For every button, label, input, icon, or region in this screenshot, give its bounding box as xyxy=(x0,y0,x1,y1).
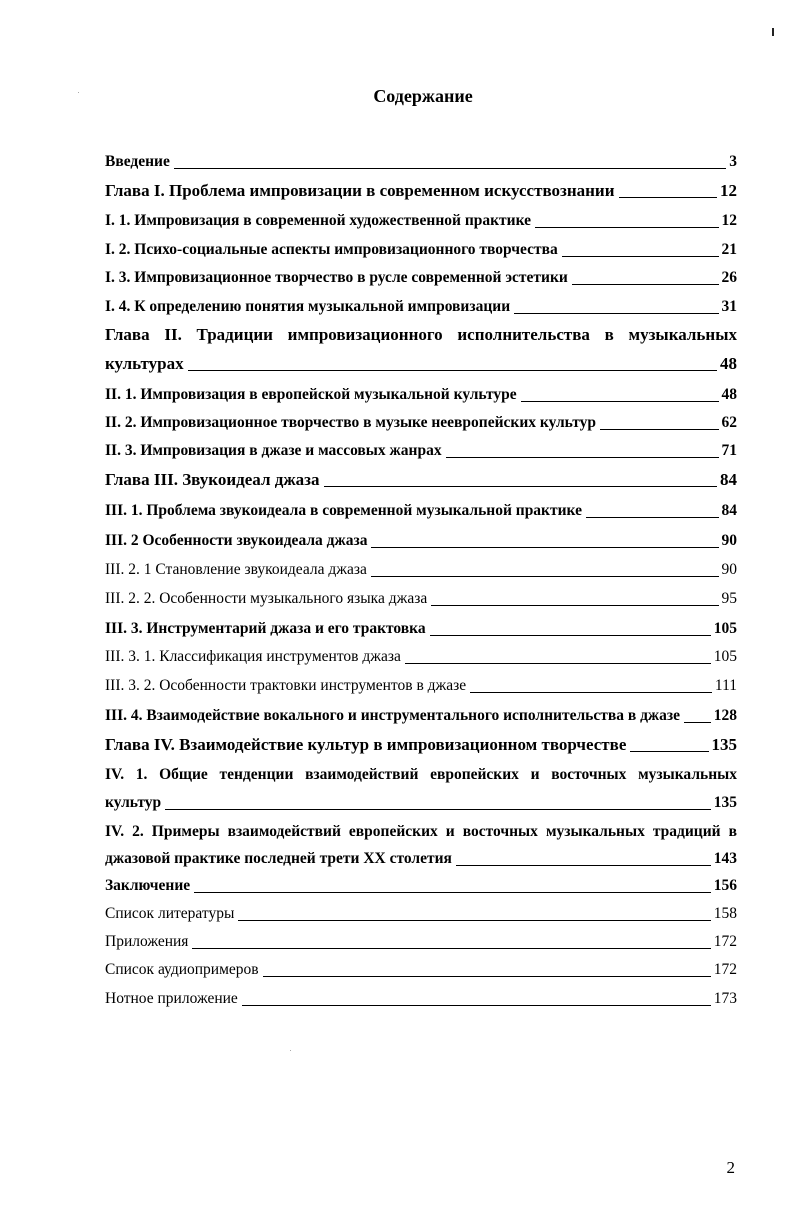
toc-entry xyxy=(105,932,737,952)
toc-entry xyxy=(105,354,737,374)
toc-entry xyxy=(105,849,737,869)
toc-entry-page: 173 xyxy=(713,990,737,1007)
toc-entry xyxy=(105,181,737,201)
toc-entry-page: 105 xyxy=(713,620,737,637)
toc-entry-label: II. 1. Импровизация в европейской музыкальной культуре xyxy=(105,386,517,403)
toc-entry-label: IV. 2. Примеры взаимодействий европейских и восточных музыкальных традиций в xyxy=(105,823,737,840)
toc-entry-label: Глава IV. Взаимодействие культур в импровизационном творчестве xyxy=(105,735,627,754)
toc-entry-label: III. 2. 2. Особенности музыкального языка джаза xyxy=(105,590,428,607)
toc-entry-label: III. 3. 1. Классификация инструментов джаза xyxy=(105,648,401,665)
toc-leader-line xyxy=(586,517,719,518)
toc-leader-line xyxy=(535,227,718,228)
toc-entry-label: Заключение xyxy=(105,877,191,894)
toc-entry-page: 84 xyxy=(721,502,737,519)
toc-entry-label: Список литературы xyxy=(105,905,235,922)
toc-leader-line xyxy=(188,370,717,371)
toc-leader-line xyxy=(405,663,711,664)
toc-entry xyxy=(105,531,737,551)
toc-entry xyxy=(105,904,737,924)
toc-entry-page: 71 xyxy=(721,442,737,459)
toc-entry xyxy=(105,560,737,580)
toc-entry-page: 128 xyxy=(713,707,737,724)
toc-entry-label: II. 2. Импровизационное творчество в музыке неевропейских культур xyxy=(105,414,597,431)
toc-entry-label: джазовой практике последней трети XX столетия xyxy=(105,850,452,867)
toc-leader-line xyxy=(324,486,718,487)
toc-entry-page: 3 xyxy=(729,153,737,170)
toc-entry-label: III. 1. Проблема звукоидеала в современной музыкальной практике xyxy=(105,502,582,519)
toc-entry-page: 12 xyxy=(720,181,737,200)
toc-entry xyxy=(105,470,737,490)
toc-entry xyxy=(105,676,737,696)
toc-entry xyxy=(105,297,737,317)
toc-entry-label: IV. 1. Общие тенденции взаимодействий европейских и восточных музыкальных xyxy=(105,766,737,783)
toc-leader-line xyxy=(263,976,711,977)
toc-leader-line xyxy=(165,809,711,810)
toc-entry xyxy=(105,647,737,667)
scan-speck xyxy=(290,1050,291,1051)
toc-leader-line xyxy=(572,284,719,285)
toc-entry xyxy=(105,735,737,755)
toc-entry-page: 48 xyxy=(721,386,737,403)
toc-entry-label: Приложения xyxy=(105,933,189,950)
toc-entry-label: Глава III. Звукоидеал джаза xyxy=(105,470,320,489)
toc-entry xyxy=(105,619,737,639)
toc-leader-line xyxy=(192,948,710,949)
toc-entry-label: культурах xyxy=(105,354,184,373)
toc-entry xyxy=(105,793,737,813)
toc-entry-label: культур xyxy=(105,794,162,811)
toc-leader-line xyxy=(456,865,711,866)
toc-entry-page: 105 xyxy=(713,648,737,665)
toc-entry xyxy=(105,876,737,896)
toc-entry-page: 21 xyxy=(721,241,737,258)
toc-entry xyxy=(105,501,737,521)
toc-leader-line xyxy=(430,635,711,636)
toc-entry-label: III. 2. 1 Становление звукоидеала джаза xyxy=(105,561,367,578)
toc-entry xyxy=(105,268,737,288)
toc-leader-line xyxy=(600,429,718,430)
toc-entry-page: 48 xyxy=(720,354,737,373)
toc-entry-page: 135 xyxy=(711,735,737,754)
toc-entry-page: 90 xyxy=(721,532,737,549)
toc-entry xyxy=(105,960,737,980)
toc-entry xyxy=(105,240,737,260)
toc-leader-line xyxy=(446,457,719,458)
toc-entry-label: Нотное приложение xyxy=(105,990,238,1007)
toc-leader-line xyxy=(194,892,711,893)
toc-leader-line xyxy=(619,197,717,198)
toc-leader-line xyxy=(371,547,718,548)
toc-entry-page: 84 xyxy=(720,470,737,489)
toc-leader-line xyxy=(514,313,718,314)
toc-entry xyxy=(105,211,737,231)
toc-entry-page: 12 xyxy=(721,212,737,229)
toc-leader-line xyxy=(630,751,708,752)
toc-leader-line xyxy=(521,401,719,402)
toc-entry-page: 156 xyxy=(713,877,737,894)
toc-entry-label: Глава II. Традиции импровизационного исполнительства в музыкальных xyxy=(105,325,737,344)
toc-leader-line xyxy=(238,920,710,921)
toc-entry-page: 90 xyxy=(721,561,737,578)
toc-entry-label: Введение xyxy=(105,153,170,170)
page-number: 2 xyxy=(726,1158,735,1177)
toc-entry-label: I. 2. Психо-социальные аспекты импровизационного творчества xyxy=(105,241,558,258)
toc-entry-label: I. 1. Импровизация в современной художественной практике xyxy=(105,212,532,229)
toc-entry-label: I. 3. Импровизационное творчество в русле современной эстетики xyxy=(105,269,568,286)
toc-heading: Содержание xyxy=(373,86,473,106)
toc-entry-label: III. 2 Особенности звукоидеала джаза xyxy=(105,532,368,549)
toc-entry-page: 172 xyxy=(713,961,737,978)
toc-leader-line xyxy=(684,722,711,723)
toc-entry-page: 62 xyxy=(721,414,737,431)
scan-mark xyxy=(772,28,774,36)
toc-entry-page: 31 xyxy=(721,298,737,315)
toc-leader-line xyxy=(562,256,719,257)
toc-entry-page: 158 xyxy=(713,905,737,922)
toc-entry xyxy=(105,413,737,433)
toc-entry-page: 135 xyxy=(713,794,737,811)
toc-leader-line xyxy=(470,692,712,693)
toc-entry-page: 111 xyxy=(714,677,737,694)
toc-leader-line xyxy=(431,605,718,606)
toc-entry xyxy=(105,989,737,1009)
toc-entry-label: I. 4. К определению понятия музыкальной импровизации xyxy=(105,298,511,315)
toc-leader-line xyxy=(242,1005,711,1006)
toc-entry-page: 26 xyxy=(721,269,737,286)
toc-entry-label: III. 3. Инструментарий джаза и его трактовка xyxy=(105,620,426,637)
toc-entry-page: 95 xyxy=(721,590,737,607)
toc-entry-label: III. 4. Взаимодействие вокального и инструментального исполнительства в джазе xyxy=(105,707,681,724)
toc-entry-label: III. 3. 2. Особенности трактовки инструментов в джазе xyxy=(105,677,467,694)
toc-leader-line xyxy=(174,168,726,169)
toc-entry xyxy=(105,441,737,461)
toc-entry xyxy=(105,385,737,405)
toc-entry-label: Глава I. Проблема импровизации в современном искусствознании xyxy=(105,181,615,200)
toc-leader-line xyxy=(371,576,719,577)
toc-entry-page: 143 xyxy=(713,850,737,867)
toc-entry-page: 172 xyxy=(713,933,737,950)
toc-entry xyxy=(105,152,737,172)
toc-entry-label: Список аудиопримеров xyxy=(105,961,259,978)
toc-entry xyxy=(105,706,737,726)
toc-entry-label: II. 3. Импровизация в джазе и массовых жанрах xyxy=(105,442,442,459)
toc-entry xyxy=(105,589,737,609)
